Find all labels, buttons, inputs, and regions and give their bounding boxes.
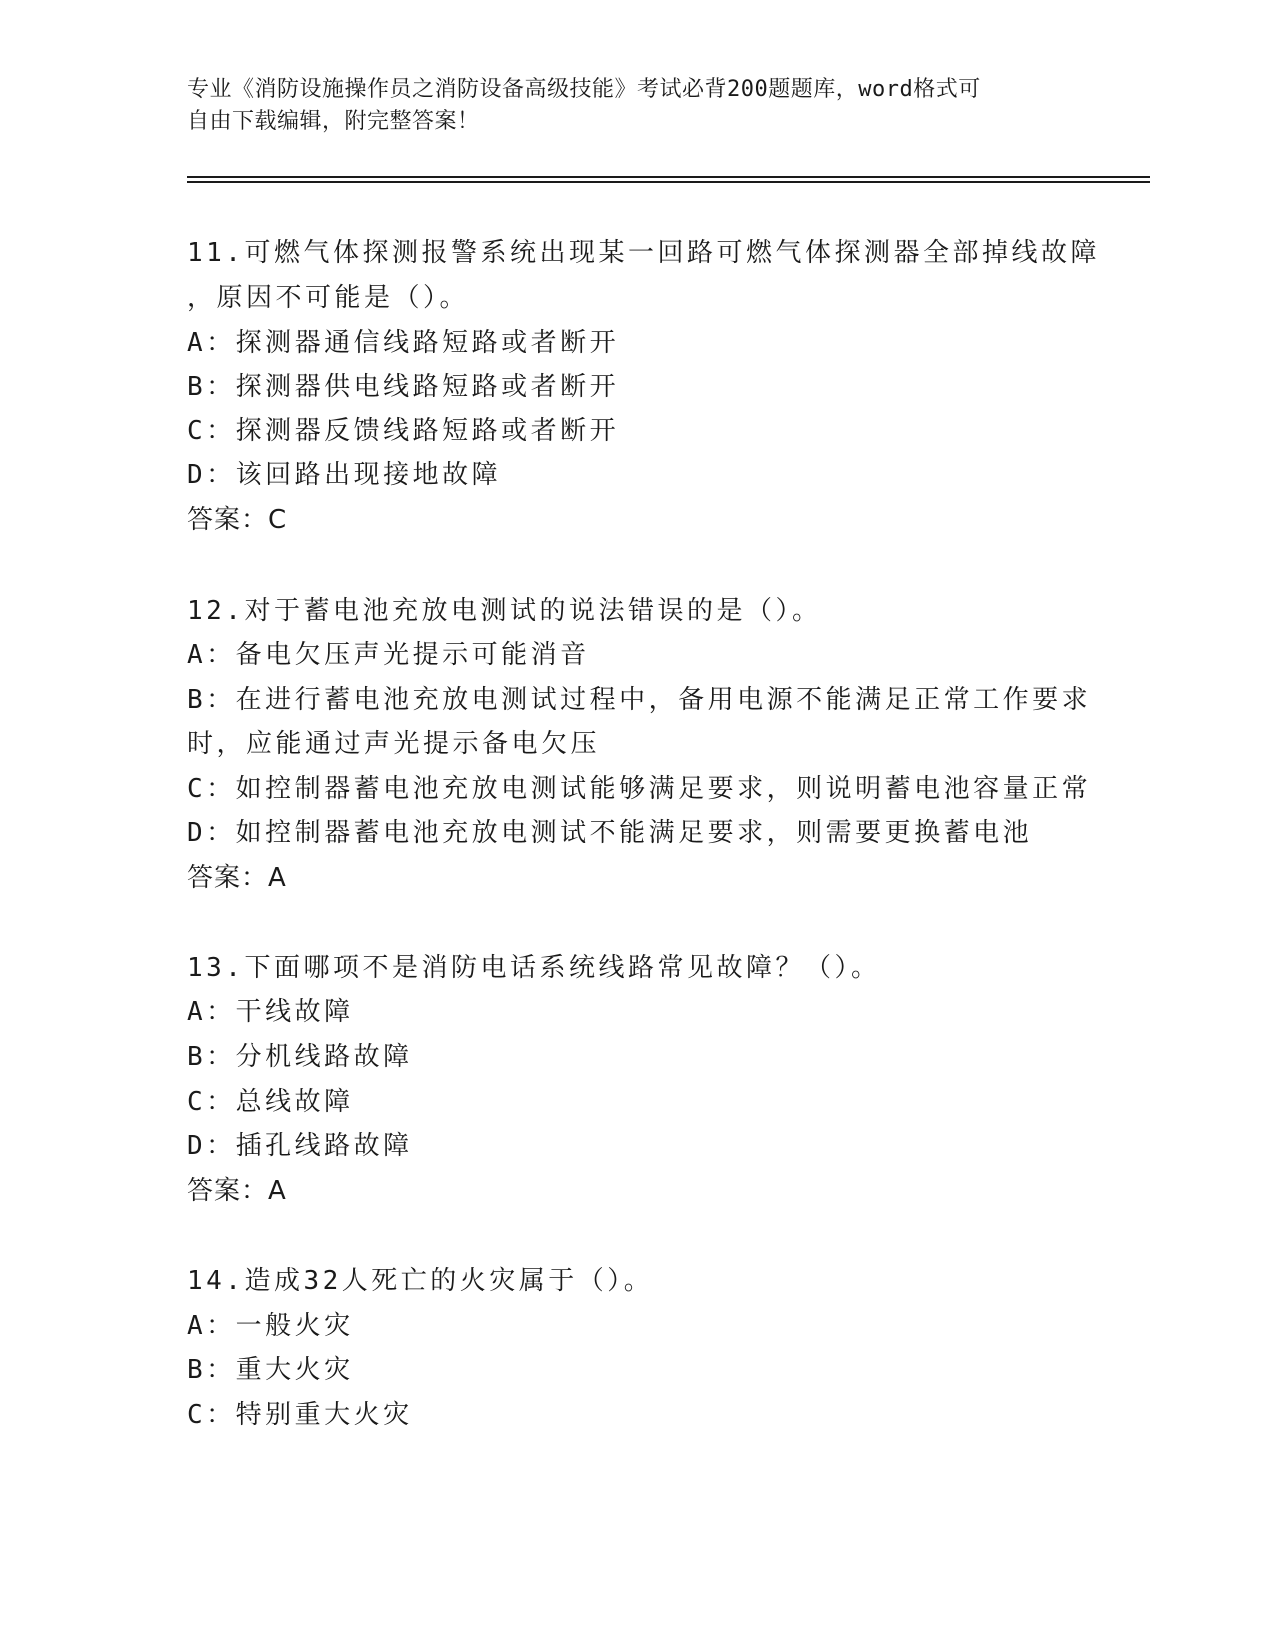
question-11-option-a: A：探测器通信线路短路或者断开 xyxy=(187,328,620,358)
header-line-1: 专业《消防设施操作员之消防设备高级技能》考试必背200题题库，word格式可 xyxy=(187,77,981,102)
question-11-option-c: C：探测器反馈线路短路或者断开 xyxy=(187,416,620,446)
question-14-option-b: B：重大火灾 xyxy=(187,1355,354,1385)
question-12-option-d: D：如控制器蓄电池充放电测试不能满足要求，则需要更换蓄电池 xyxy=(187,818,1033,848)
question-13-stem: 13.下面哪项不是消防电话系统线路常见故障？（）。 xyxy=(187,953,881,983)
question-14-stem: 14.造成32人死亡的火灾属于（）。 xyxy=(187,1266,654,1296)
question-11-stem-line-2: ，原因不可能是（）。 xyxy=(187,283,470,313)
header-line-2: 自由下载编辑，附完整答案！ xyxy=(187,109,480,134)
question-12-answer: 答案：A xyxy=(187,863,287,893)
document-header xyxy=(187,74,1087,138)
question-13-option-d: D：插孔线路故障 xyxy=(187,1131,413,1161)
question-12-option-b-cont: 时，应能通过声光提示备电欠压 xyxy=(187,729,601,759)
question-13-option-a: A：干线故障 xyxy=(187,997,354,1027)
question-12-stem: 12.对于蓄电池充放电测试的说法错误的是（）。 xyxy=(187,596,822,626)
question-12-option-a: A：备电欠压声光提示可能消音 xyxy=(187,640,590,670)
question-11-option-b: B：探测器供电线路短路或者断开 xyxy=(187,372,620,402)
question-12-option-b: B：在进行蓄电池充放电测试过程中，备用电源不能满足正常工作要求 xyxy=(187,685,1092,715)
question-11-answer: 答案：C xyxy=(187,505,288,535)
header-divider-top xyxy=(187,176,1150,178)
question-13-option-b: B：分机线路故障 xyxy=(187,1042,413,1072)
header-divider-bottom xyxy=(187,181,1150,183)
question-13-answer: 答案：A xyxy=(187,1176,287,1206)
question-12-option-c: C：如控制器蓄电池充放电测试能够满足要求，则说明蓄电池容量正常 xyxy=(187,774,1092,804)
question-11-stem-line-1: 11.可燃气体探测报警系统出现某一回路可燃气体探测器全部掉线故障 xyxy=(187,238,1100,268)
question-13-option-c: C：总线故障 xyxy=(187,1087,354,1117)
question-11-option-d: D：该回路出现接地故障 xyxy=(187,460,502,490)
question-14-option-c: C：特别重大火灾 xyxy=(187,1400,413,1430)
question-14-option-a: A：一般火灾 xyxy=(187,1311,354,1341)
